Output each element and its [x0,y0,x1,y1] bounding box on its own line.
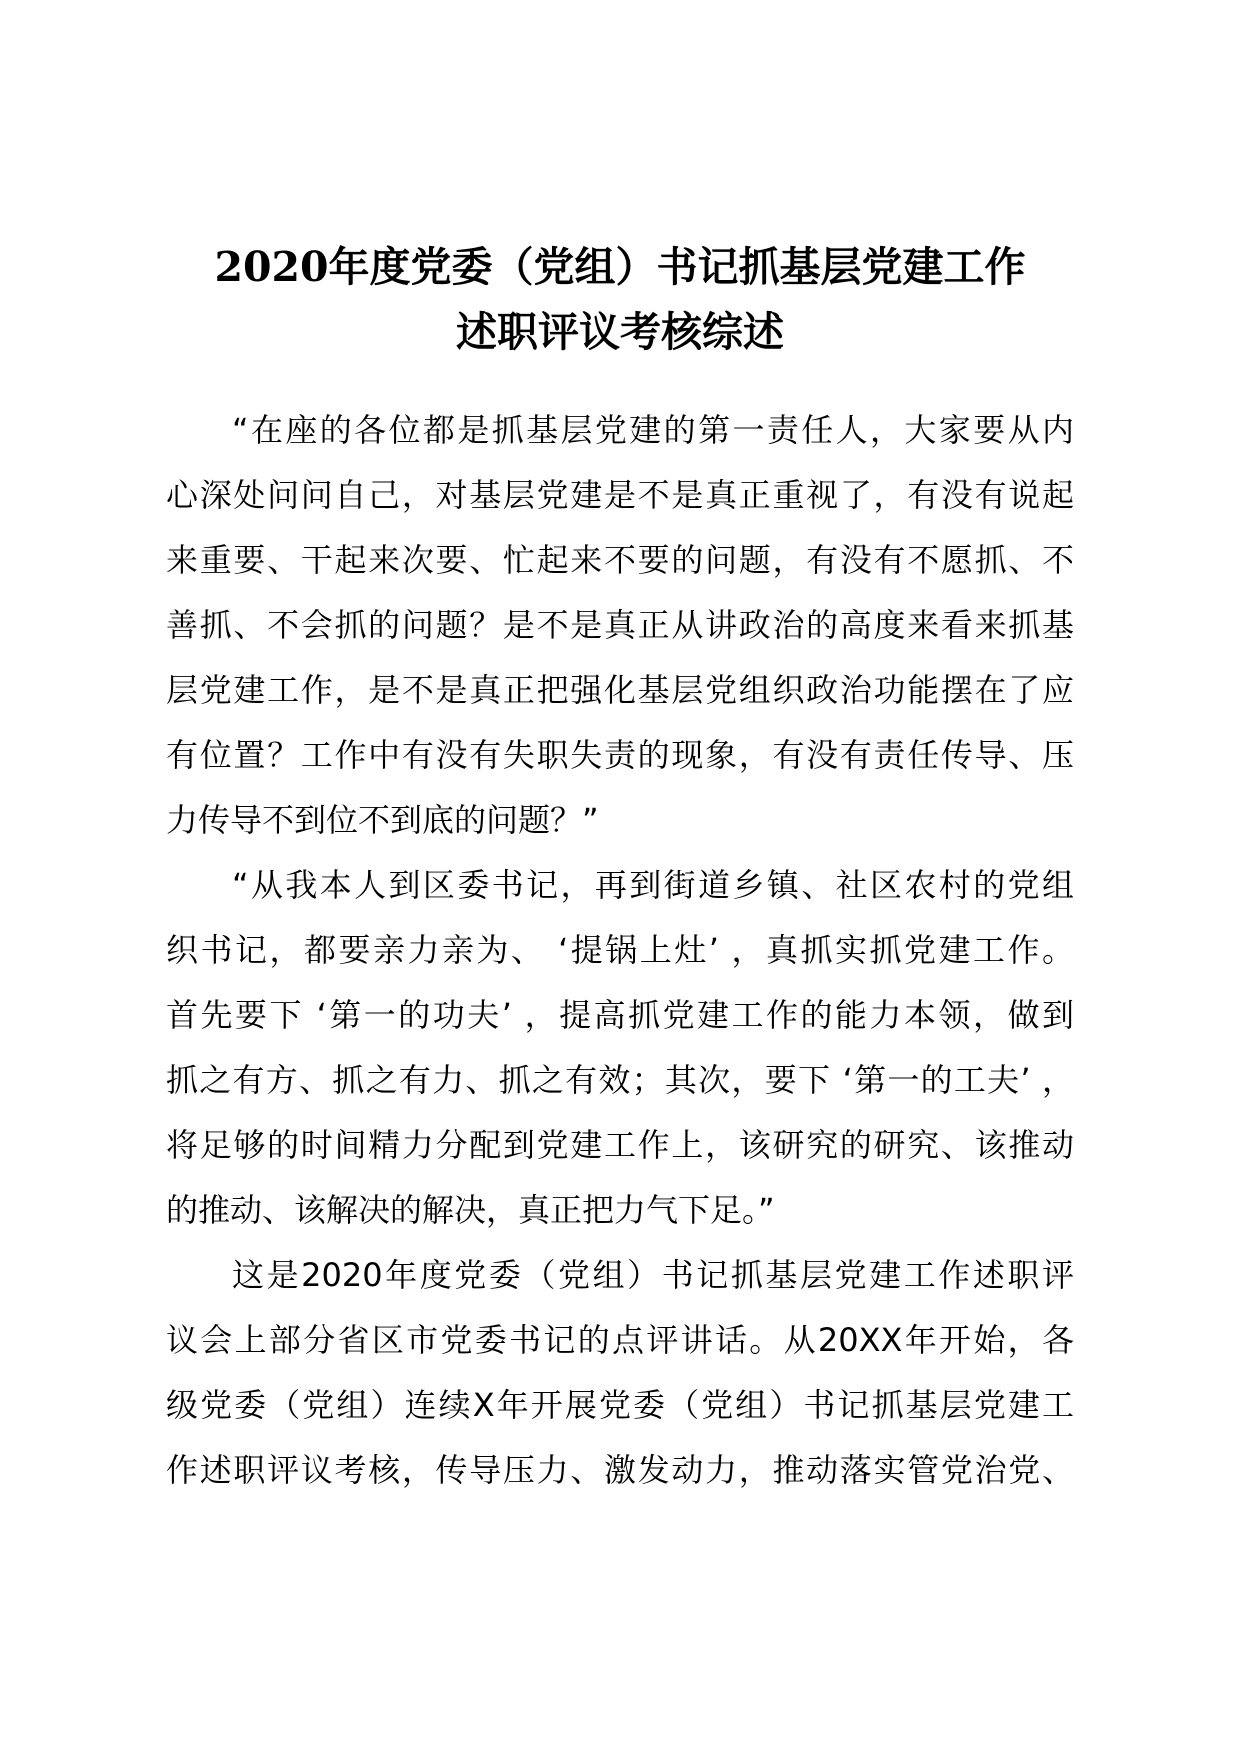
paragraph-2 [166,853,1074,1243]
title-line-1: 2020年度党委（党组）书记抓基层党建工作 [214,243,1026,291]
text-line: 级党委（党组）连续X年开展党委（党组）书记抓基层党建工 [166,1386,1074,1424]
text-line: 作述职评议考核，传导压力、激发动力，推动落实管党治党、 [166,1451,1074,1489]
text-line: “从我本人到区委书记，再到街道乡镇、社区农村的党组 [232,866,1074,904]
text-line: 的推动、该解决的解决，真正把力气下足。” [166,1191,775,1229]
document-body [166,398,1074,1503]
text-line: 议会上部分省区市党委书记的点评讲话。从20XX年开始，各 [166,1321,1074,1359]
text-line: 层党建工作，是不是真正把强化基层党组织政治功能摆在了应 [166,671,1074,709]
paragraph-1 [166,398,1074,853]
text-line: 首先要下 ‘第一的功夫’ ，提高抓党建工作的能力本领，做到 [166,996,1074,1034]
text-line: 来重要、干起来次要、忙起来不要的问题，有没有不愿抓、不 [166,541,1074,579]
document-title [0,235,1240,365]
title-line-2: 述职评议考核综述 [456,308,784,356]
text-line: 抓之有方、抓之有力、抓之有效；其次，要下 ‘第一的工夫’ ， [166,1061,1074,1099]
text-line: 心深处问问自己，对基层党建是不是真正重视了，有没有说起 [166,476,1074,514]
text-line: 善抓、不会抓的问题？是不是真正从讲政治的高度来看来抓基 [166,606,1074,644]
paragraph-3 [166,1243,1074,1503]
text-line: 这是2020年度党委（党组）书记抓基层党建工作述职评 [232,1256,1074,1294]
text-line: 力传导不到位不到底的问题？” [166,801,599,839]
text-line: “在座的各位都是抓基层党建的第一责任人，大家要从内 [232,411,1074,449]
text-line: 织书记，都要亲力亲为、 ‘提锅上灶’ ，真抓实抓党建工作。 [166,931,1074,969]
text-line: 将足够的时间精力分配到党建工作上，该研究的研究、该推动 [166,1126,1074,1164]
text-line: 有位置？工作中有没有失职失责的现象，有没有责任传导、压 [166,736,1074,774]
